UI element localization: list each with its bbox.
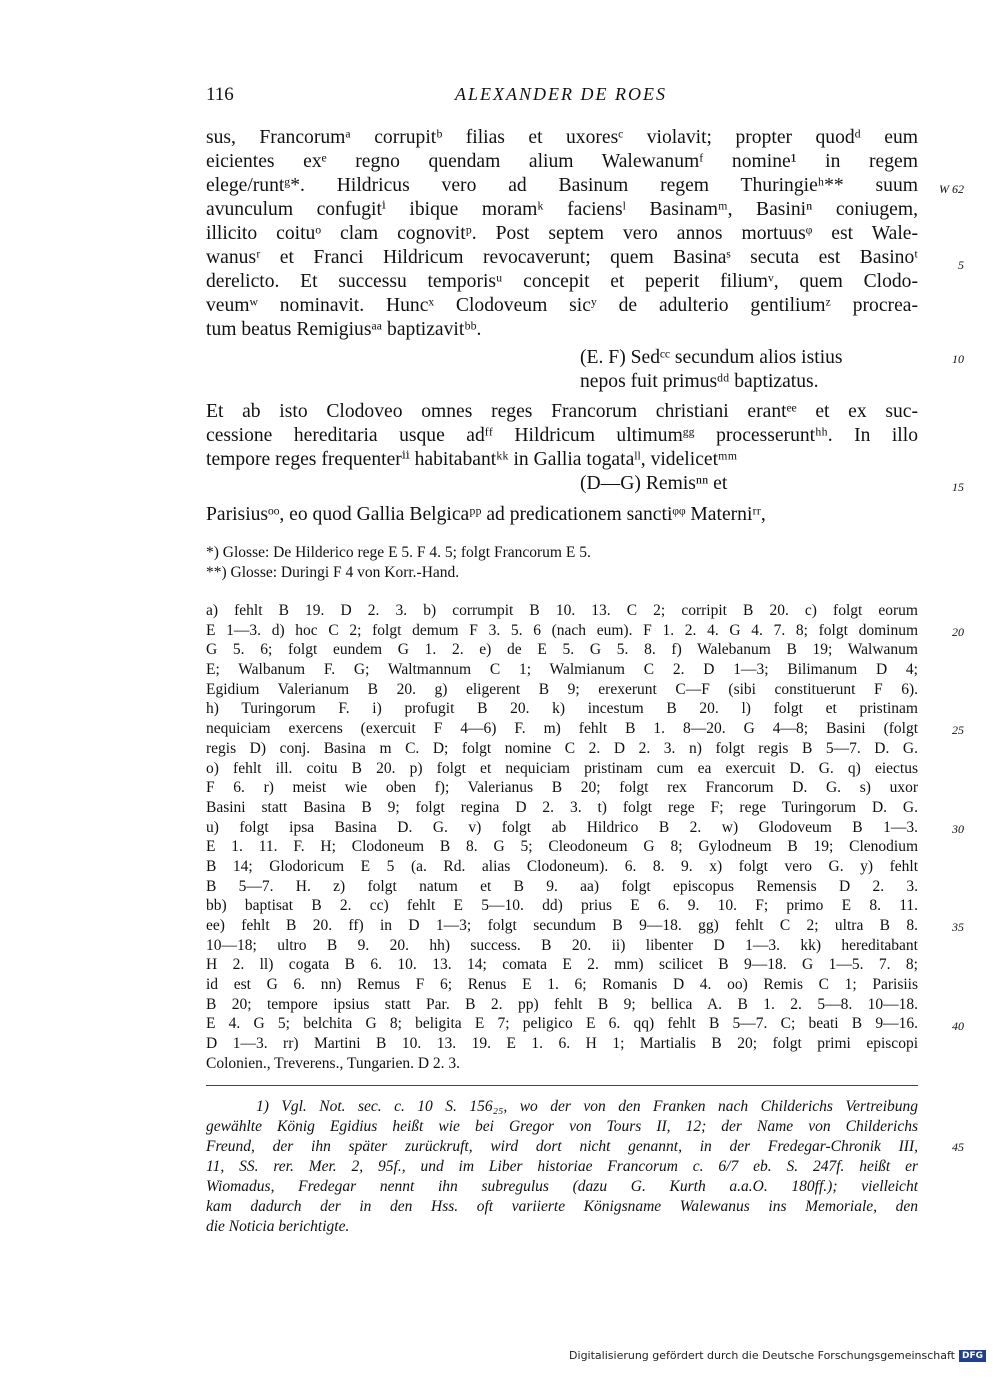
text-line: cessione hereditaria usque adᶠᶠ Hildricum ultimumᵍᵍ processeruntʰʰ. In illo	[206, 425, 918, 446]
text-line: elege/runtᵍ*. Hildricus vero ad Basinum regem Thuringieʰ** suum	[206, 175, 918, 196]
apparatus-line: o) fehlt ill. coitu B 20. p) folgt et nequiciam pristinam cum ea exercuit D. G. q) eiectus	[206, 759, 918, 777]
margin-note: 35	[952, 920, 964, 934]
credit-text: Digitalisierung gefördert durch die Deutsche Forschungsgemeinschaft	[569, 1349, 955, 1362]
apparatus-line: u) folgt ipsa Basina D. G. v) folgt ab Hildrico B 2. w) Glodoveum B 1—3.	[206, 818, 918, 836]
indented-variant-2	[580, 472, 920, 496]
margin-note: 15	[952, 480, 964, 494]
apparatus-line: E 1—3. d) hoc C 2; folgt demum F 3. 5. 6 (nach eum). F 1. 2. 4. G 4. 7. 8; folgt dominum	[206, 621, 918, 639]
indented-variant-1	[580, 346, 920, 394]
footnote-line: Freund, der ihn später zurückruft, wird dort nicht genannt, in der Fredegar-Chronik III,	[206, 1138, 918, 1155]
apparatus-line: B 5—7. H. z) folgt natum et B 9. aa) folgt episcopus Remensis D 2. 3.	[206, 877, 918, 895]
apparatus-line: id est G 6. nn) Remus F 6; Renus E 1. 6; Romanis D 4. oo) Remis C 1; Parisiis	[206, 976, 918, 994]
footnote-line: 1) Vgl. Not. sec. c. 10 S. 156₂₅, wo der von den Franken nach Childerichs Vertreibung	[256, 1098, 918, 1115]
text-line: wanusʳ et Franci Hildricum revocaverunt; quem Basinaˢ secuta est Basinoᵗ	[206, 247, 918, 268]
text-line: avunculum confugitⁱ ibique moramᵏ faciensˡ Basinamᵐ, Basiniⁿ coniugem,	[206, 199, 918, 220]
gloss-line: *) Glosse: De Hilderico rege E 5. F 4. 5; folgt Francorum E 5.	[206, 544, 591, 561]
text-line: nepos fuit primusᵈᵈ baptizatus.	[580, 371, 819, 392]
margin-note: 10	[952, 352, 964, 366]
text-line: veumʷ nominavit. Huncˣ Clodoveum sicʸ de adulterio gentiliumᶻ procrea-	[206, 295, 918, 316]
footnote-line: kam dadurch der in den Hss. oft variierte Königsname Walewanus ins Memoriale, den	[206, 1198, 918, 1215]
footnote-line: die Noticia berichtigte.	[206, 1218, 350, 1235]
apparatus-line: Colonien., Treverens., Tungarien. D 2. 3.	[206, 1054, 461, 1072]
gloss-block	[206, 543, 918, 583]
apparatus-line: bb) baptisat B 2. cc) fehlt E 5—10. dd) prius E 6. 9. 10. F; primo E 8. 11.	[206, 897, 918, 915]
apparatus-line: F 6. r) meist wie oben f); Valerianus B 20; folgt rex Francorum D. G. s) uxor	[206, 779, 918, 797]
margin-note: 45	[952, 1140, 964, 1154]
apparatus-line: E 4. G 5; belchita G 8; beligita E 7; peligico E 6. qq) fehlt B 5—7. C; beati B 9—16.	[206, 1015, 918, 1033]
dfg-logo: DFG	[959, 1350, 986, 1362]
apparatus-line: B 20; tempore ipsius statt Par. B 2. pp) fehlt B 9; bellica A. B 1. 2. 5—8. 10—18.	[206, 995, 918, 1013]
text-line: Parisiusᵒᵒ, eo quod Gallia Belgicaᵖᵖ ad predicationem sanctiᵠᵠ Materniʳʳ,	[206, 504, 766, 525]
text-line: tempore reges frequenterⁱⁱ habitabantᵏᵏ in Gallia togataˡˡ, videlicetᵐᵐ	[206, 449, 738, 470]
gloss-line: **) Glosse: Duringi F 4 von Korr.-Hand.	[206, 564, 460, 581]
text-line: sus, Francorumᵃ corrupitᵇ filias et uxoresᶜ violavit; propter quodᵈ eum	[206, 127, 918, 148]
text-line: eicientes exᵉ regno quendam alium Walewanumᶠ nomine¹ in regem	[206, 151, 918, 172]
text-line: (E. F) Sedᶜᶜ secundum alios istius	[580, 347, 843, 368]
main-text-block-2	[206, 400, 918, 472]
apparatus-line: H 2. ll) cogata B 6. 10. 13. 14; comata E 2. mm) scilicet B 9—18. G 1—5. 7. 8;	[206, 956, 918, 974]
apparatus-line: G 5. 6; folgt eundem G 1. 2. e) de E 5. G 5. 8. f) Walebanum B 19; Walwanum	[206, 641, 918, 659]
text-line: derelicto. Et successu temporisᵘ concepit et peperit filiumᵛ, quem Clodo-	[206, 271, 918, 292]
footnote-block	[206, 1097, 918, 1237]
apparatus-line: regis D) conj. Basina m C. D; folgt nomine C 2. D 2. 3. n) folgt regis B 5—7. D. G.	[206, 739, 918, 757]
margin-note: 30	[952, 822, 964, 836]
apparatus-line: h) Turingorum F. i) profugit B 20. k) incestum B 20. l) folgt et pristinam	[206, 700, 918, 718]
footnote-line: 11, SS. rer. Mer. 2, 95f., und im Liber historiae Francorum c. 6/7 eb. S. 247f. heißt er	[206, 1158, 918, 1175]
apparatus-line: E 1. 11. F. H; Clodoneum B 8. G 5; Cleodoneum G 8; Gylodneum B 19; Clenodium	[206, 838, 918, 856]
footnote-divider	[206, 1085, 918, 1086]
margin-note: 5	[958, 258, 964, 272]
apparatus-line: 10—18; ultro B 9. 20. hh) success. B 20. ii) libenter D 1—3. kk) hereditabant	[206, 936, 918, 954]
margin-note: 20	[952, 625, 964, 639]
apparatus-line: nequiciam exercens (exercuit F 4—6) F. m) fehlt B 1. 8—20. G 4—8; Basini (folgt	[206, 720, 918, 738]
apparatus-line: a) fehlt B 19. D 2. 3. b) corrumpit B 10. 13. C 2; corripit B 20. c) folgt eorum	[206, 602, 918, 619]
text-line: (D—G) Remisⁿⁿ et	[580, 473, 728, 494]
margin-note: 40	[952, 1019, 964, 1033]
apparatus-line: ee) fehlt B 20. ff) in D 1—3; folgt secundum B 9—18. gg) fehlt C 2; ultra B 8.	[206, 917, 918, 934]
footnote-line: Wiomadus, Fredegar nennt ihn subregulus (dazu G. Kurth a.a.O. 180ff.); vielleicht	[206, 1178, 918, 1195]
apparatus-line: E; Walbanum F. G; Waltmannum C 1; Walmianum C 2. D 1—3; Bilimanum D 4;	[206, 661, 918, 679]
page-number: 116	[206, 84, 234, 105]
text-line: tum beatus Remigiusᵃᵃ baptizavitᵇᵇ.	[206, 319, 482, 340]
margin-note: W 62	[939, 182, 964, 196]
critical-apparatus	[206, 601, 918, 1074]
footnote-line: gewählte König Egidius heißt wie bei Gregor von Tours II, 12; der Name von Childerichs	[206, 1118, 918, 1135]
main-text-block-3	[206, 503, 918, 527]
apparatus-line: B 14; Glodoricum E 5 (a. Rd. alias Clodoneum). 6. 8. 9. x) folgt vero G. y) fehlt	[206, 857, 918, 875]
running-head: ALEXANDER DE ROES	[455, 84, 667, 104]
text-line: illicito coituᵒ clam cognovitᵖ. Post septem vero annos mortuusᵠ est Wale-	[206, 223, 918, 244]
margin-note: 25	[952, 723, 964, 737]
apparatus-line: Basini statt Basina B 9; folgt regina D 2. 3. t) folgt rege F; rege Turingorum D. G.	[206, 798, 918, 816]
page-header	[206, 84, 916, 110]
apparatus-line: Egidium Valerianum B 20. g) eligerent B 9; erexerunt C—F (sibi constituerunt F 6).	[206, 680, 918, 698]
digitization-credit	[569, 1349, 986, 1362]
apparatus-line: D 1—3. rr) Martini B 10. 13. 19. E 1. 6. H 1; Martialis B 20; folgt primi episcopi	[206, 1035, 918, 1053]
main-text-block	[206, 126, 918, 342]
text-line: Et ab isto Clodoveo omnes reges Francorum christiani erantᵉᵉ et ex suc-	[206, 401, 918, 422]
